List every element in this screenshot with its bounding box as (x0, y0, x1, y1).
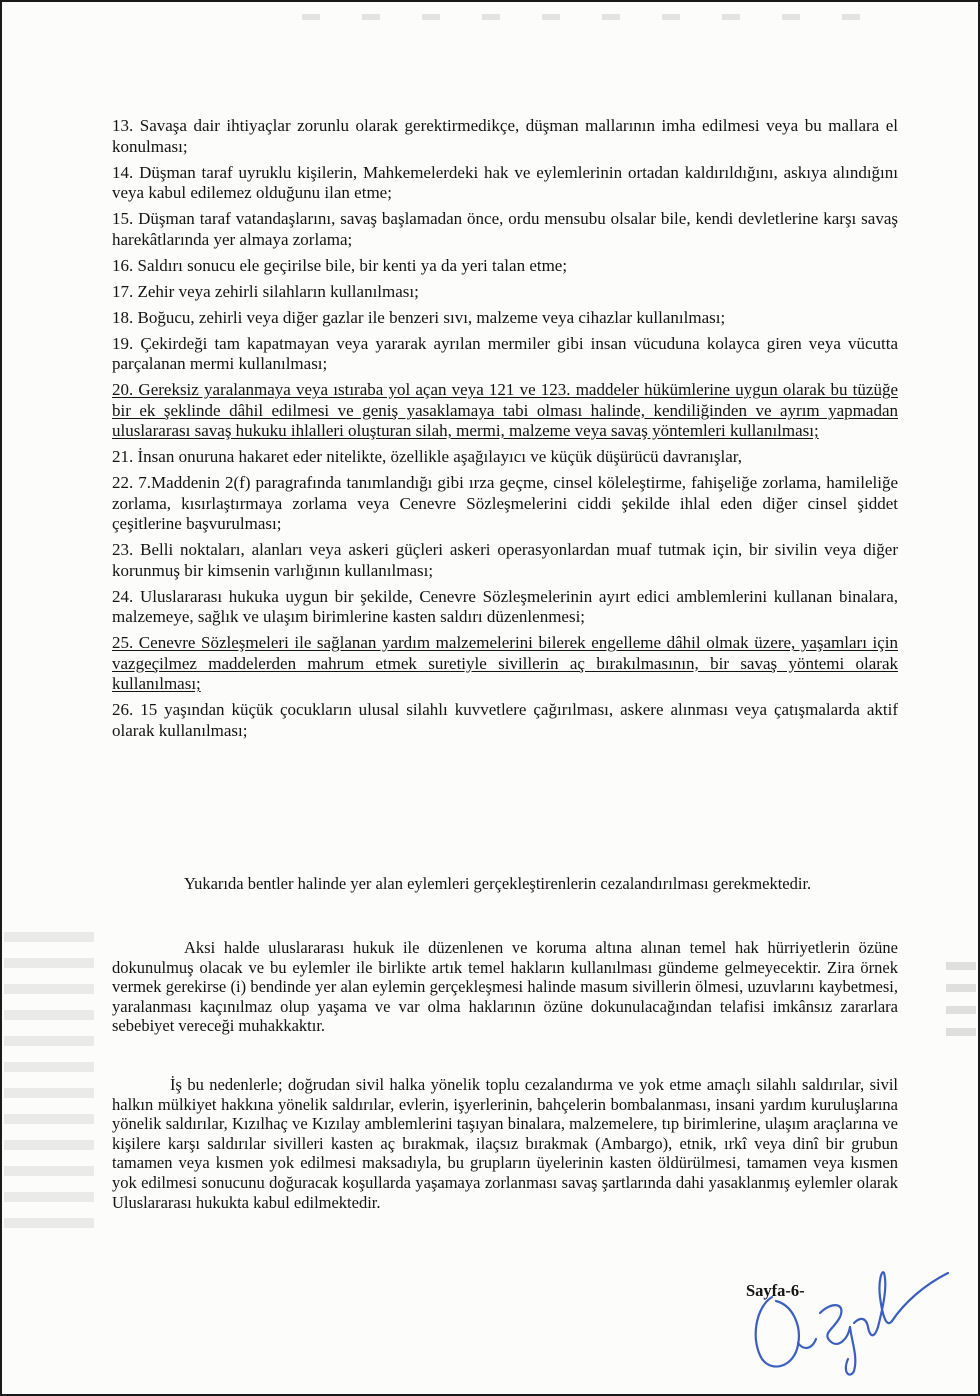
numbered-list (112, 116, 898, 747)
paragraph-reasons: İş bu nedenlerle; doğrudan sivil halka yönelik toplu cezalandırma ve yok etme amaçlı silahlı saldırılar, sivil halkın mülkiyet hakkına yönelik saldırılar, evlerin, işyerlerinin, bahçelerin bombalanması, insani yardım kuruluşlarına yönelik saldırılar, Kızılhaç ve Kızılay amblemlerini taşıyan binalara, malzemelere, tıp birimlerine, ulaşım araçlarına ve kişilere karşı saldırılar sivilleri kasten aç bırakmak, ilaçsız bırakmak (Ambargo), etnik, ırkî veya dinî bir grubun tamamen veya kısmen yok edilmesi maksadıyla, bu grupların üyelerinin kasten öldürülmesi, tamamen veya kısmen yok edilmesi sonucunu doğuracak koşullarda yaşamaya zorlanması savaş şartlarında dahi yasaklanmış eylemler olarak Uluslararası hukukta kabul edilmektedir. (112, 1075, 898, 1212)
list-item: 17. Zehir veya zehirli silahların kullanılması; (112, 281, 419, 301)
list-item-underlined: 20. Gereksiz yaralanmaya veya ıstıraba yol açan veya 121 ve 123. maddeler hükümlerine uygun olarak bu tüzüğe bir ek şeklinde dâhil edilmesi ve geniş yasaklamaya tabi olması halinde, kendiliğinden ve ayrım yapmadan uluslararası savaş hukuku ihlalleri oluşturan silah, mermi, malzeme veya savaş yöntemleri kullanılması; (112, 380, 898, 440)
paragraph-conclusion: Yukarıda bentler halinde yer alan eylemleri gerçekleştirenlerin cezalandırılması gerekmektedir. (184, 874, 812, 893)
list-item: 24. Uluslararası hukuka uygun bir şekilde, Cenevre Sözleşmelerinin ayırt edici amblemlerini kullanan binalara, malzemeye, sağlık ve ulaşım birimlerine kasten saldırı düzenlenmesi; (112, 586, 898, 626)
paragraph-otherwise: Aksi halde uluslararası hukuk ile düzenlenen ve koruma altına alınan temel hak hürriyetlerin özüne dokunulmuş olacak ve bu eylemler ile birlikte artık temel hakların kullanılması gündeme gelmeyecektir. Zira örnek vermek gerekirse (i) bendinde yer alan eylemin gerçekleşmesi halinde masum sivillerin ölmesi, uzuvlarını kaybetmesi, yaralanması kaçınılmaz olup yaşama ve var olma haklarının özüne dokunulacağından telafisi imkânsız zararlara sebebiyet vereceği muhakkaktır. (112, 938, 898, 1036)
list-item: 14. Düşman taraf uyruklu kişilerin, Mahkemelerdeki hak ve eylemlerinin ortadan kaldırıldığını, askıya alındığını veya kabul edilemez olduğunu ilan etme; (112, 162, 898, 202)
list-item: 23. Belli noktaları, alanları veya askeri güçleri askeri operasyonlardan muaf tutmak için, bir sivilin veya diğer korunmuş bir kimsenin varlığının kullanılması; (112, 540, 898, 580)
list-item: 18. Boğucu, zehirli veya diğer gazlar ile benzeri sıvı, malzeme veya cihazlar kullanılması; (112, 307, 726, 327)
signature-icon (742, 1247, 952, 1377)
list-item: 16. Saldırı sonucu ele geçirilse bile, bir kenti ya da yeri talan etme; (112, 255, 568, 275)
list-item: 15. Düşman taraf vatandaşlarını, savaş başlamadan önce, ordu mensubu olsalar bile, kendi devletlerine karşı savaş harekâtlarında yer almaya zorlama; (112, 209, 898, 249)
scan-artifact-left (4, 932, 94, 1232)
page-number: Sayfa-6- (746, 1281, 805, 1300)
scan-artifact-right (946, 962, 976, 1042)
list-item: 19. Çekirdeği tam kapatmayan veya yararak ayrılan mermiler gibi insan vücuduna kolayca giren veya vücutta parçalanan mermi kullanılması; (112, 333, 898, 373)
list-item: 22. 7.Maddenin 2(f) paragrafında tanımlandığı gibi ırza geçme, cinsel köleleştirme, fahişeliğe zorlama, hamileliğe zorlama, kısırlaştırmaya zorlama veya Cenevre Sözleşmelerini ciddi şekilde ihlal eden diğer cinsel şiddet çeşitlerine başvurulması; (112, 473, 898, 533)
list-item-underlined: 25. Cenevre Sözleşmeleri ile sağlanan yardım malzemelerini bilerek engelleme dâhil olmak üzere, yaşamları için vazgeçilmez maddelerden mahrum etmek suretiyle sivillerin aç bırakılmasının, bir savaş yöntemi olarak kullanılması; (112, 633, 898, 693)
list-item: 26. 15 yaşından küçük çocukların ulusal silahlı kuvvetlere çağırılması, askere alınması veya çatışmalarda aktif olarak kullanılması; (112, 700, 898, 740)
scan-artifact-top (302, 14, 862, 20)
list-item: 13. Savaşa dair ihtiyaçlar zorunlu olarak gerektirmedikçe, düşman mallarının imha edilmesi veya bu mallara el konulması; (112, 116, 898, 156)
list-item: 21. İnsan onuruna hakaret eder nitelikte, özellikle aşağılayıcı ve küçük düşürücü davranışlar, (112, 447, 742, 466)
